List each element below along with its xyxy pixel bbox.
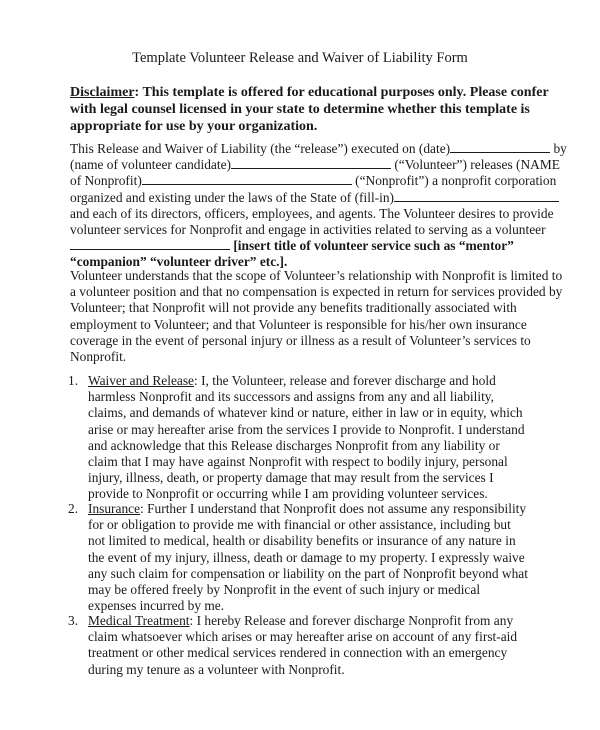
list-item-medical: [68, 613, 528, 678]
list-heading: Waiver and Release: [88, 373, 194, 388]
disclaimer-label: Disclaimer: [70, 85, 135, 100]
list-number: 3.: [68, 613, 79, 628]
release-text-f: [insert title of volunteer service such as “mentor” “companion” “volunteer driver” etc.].: [70, 238, 514, 270]
document-title: Template Volunteer Release and Waiver of Liability Form: [132, 50, 468, 66]
list-heading: Medical Treatment: [88, 613, 190, 628]
volunteer-service-blank[interactable]: [70, 238, 230, 250]
list-number: 2.: [68, 501, 79, 516]
release-text-e: and each of its directors, officers, employees, and agents. The Volunteer desires to provide volunteer services for Nonprofit and engage in activities related to serving as a volunteer: [70, 205, 554, 238]
list-text: : I hereby Release and forever discharge Nonprofit from any claim whatsoever which arises or may hereafter arise on account of any first-aid treatment or other medical services rendered in connection with an emergency during my tenure as a volunteer with Nonprofit.: [88, 613, 518, 677]
list-text: : Further I understand that Nonprofit does not assume any responsibility for or obligation to provide me with financial or other assistance, including but not limited to medical, health or disability benefits or insurance of any nature in the event of my injury, illness, death or damage to my property. I expressly waive any such claim for compensation or liability on the part of Nonprofit beyond what may be offered freely by Nonprofit in the event of such injury or medical expenses incurred by me.: [88, 501, 528, 614]
disclaimer: [70, 84, 570, 135]
release-text-a: This Release and Waiver of Liability (the “release”) executed on (date): [70, 141, 451, 156]
release-text-b: by (name of volunteer candidate): [70, 141, 567, 173]
list-item-waiver: [68, 373, 528, 503]
release-text-d: (“Nonprofit”) a nonprofit corporation organized and existing under the laws of the State of (fill-in): [70, 173, 557, 205]
list-text: : I, the Volunteer, release and forever discharge and hold harmless Nonprofit and its successors and assigns from any and all liability, claims, and demands of whatever kind or nature, either in law or in equity, which arise or may hereafter arise from the services I provide to Nonprofit. I understand and acknowledge that this Release discharges Nonprofit from any liability or claim that I may have against Nonprofit with respect to bodily injury, personal injury, illness, death, or property damage that may result from the services I provide to Nonprofit or occurring while I am providing volunteer services.: [88, 373, 525, 502]
list-number: 1.: [68, 373, 79, 388]
nonprofit-name-blank[interactable]: [142, 173, 352, 185]
date-blank[interactable]: [450, 141, 550, 153]
release-text-c: (“Volunteer”) releases (NAME of Nonprofit): [70, 157, 560, 189]
list-heading: Insurance: [88, 501, 141, 516]
volunteer-name-blank[interactable]: [231, 157, 391, 169]
list-item-insurance: [68, 501, 528, 614]
disclaimer-text: : This template is offered for educational purposes only. Please confer with legal counsel licensed in your state to determine whether this template is appropriate for use by your organization.: [70, 85, 549, 134]
scope-paragraph: Volunteer understands that the scope of Volunteer’s relationship with Nonprofit is limited to a volunteer position and that no compensation is expected in return for services provided by Volunteer; that Nonprofit will not provide any benefits traditionally associated with employment to Volunteer; and that Volunteer is responsible for his/her own insurance coverage in the event of personal injury or illness as a result of Volunteer’s services to Nonprofit.: [70, 268, 563, 365]
state-blank[interactable]: [394, 190, 559, 202]
release-paragraph: [70, 141, 570, 271]
